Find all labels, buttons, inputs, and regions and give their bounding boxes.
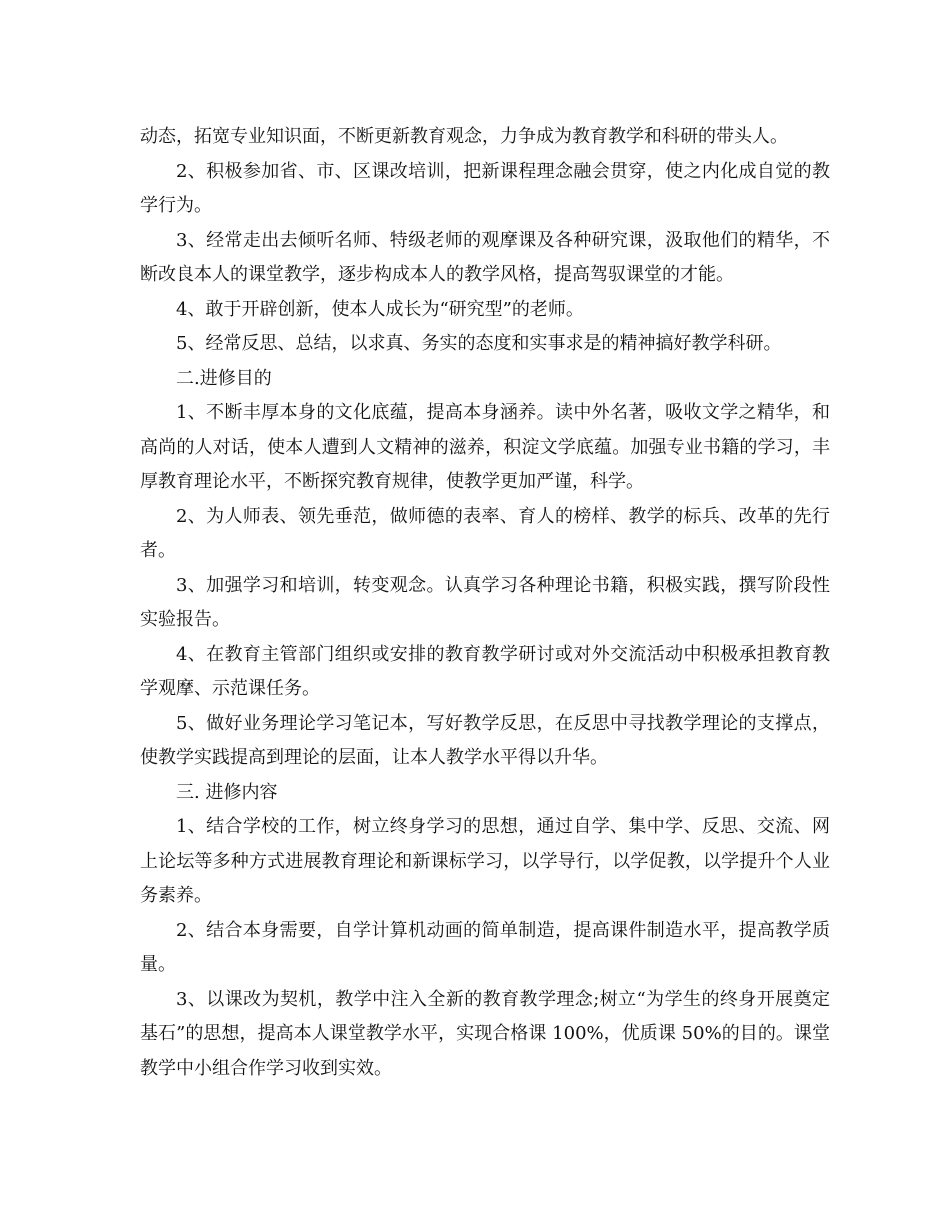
goals-item-5: 5、做好业务理论学习笔记本，写好教学反思，在反思中寻找教学理论的支撑点，使教学实践提高到理论的层面，让本人教学水平得以升华。 [140,712,830,768]
paragraph-item-4: 4、敢于开辟创新，使本人成长为“研究型”的老师。 [176,298,584,320]
goals-item-4: 4、在教育主管部门组织或安排的教育教学研讨或对外交流活动中积极承担教育教学观摩、示范课任务。 [140,643,830,699]
goals-item-3: 3、加强学习和培训，转变观念。认真学习各种理论书籍，积极实践，撰写阶段性实验报告。 [140,574,830,630]
paragraph-item-2: 2、积极参加省、市、区课改培训，把新课程理念融会贯穿，使之内化成自觉的教学行为。 [140,160,830,216]
content-item-1: 1、结合学校的工作，树立终身学习的思想，通过自学、集中学、反思、交流、网上论坛等多种方式进展教育理论和新课标学习，以学导行，以学促教，以学提升个人业务素养。 [140,816,830,906]
content-item-3: 3、以课改为契机，教学中注入全新的教育教学理念;树立“为学生的终身开展奠定基石”的思想，提高本人课堂教学水平，实现合格课 100%，优质课 50%的目的。课堂教学中小组合作学习收到实效。 [140,988,830,1079]
goals-item-1: 1、不断丰厚本身的文化底蕴，提高本身涵养。读中外名著，吸收文学之精华，和高尚的人对话，使本人遭到人文精神的滋养，积淀文学底蕴。加强专业书籍的学习，丰厚教育理论水平，不断探究教育规律，使教学更加严谨，科学。 [140,402,830,492]
paragraph-continuation: 动态，拓宽专业知识面，不断更新教育观念，力争成为教育教学和科研的带头人。 [140,126,788,147]
paragraph-item-3: 3、经常走出去倾听名师、特级老师的观摩课及各种研究课，汲取他们的精华，不断改良本人的课堂教学，逐步构成本人的教学风格，提高驾驭课堂的才能。 [140,229,830,285]
content-item-2: 2、结合本身需要，自学计算机动画的简单制造，提高课件制造水平，提高教学质量。 [140,919,830,975]
section-heading-content: 三. 进修内容 [176,781,278,803]
document-body [140,120,830,1086]
paragraph-item-5: 5、经常反思、总结，以求真、务实的态度和实事求是的精神搞好教学科研。 [176,333,782,354]
goals-item-2: 2、为人师表、领先垂范，做师德的表率、育人的榜样、教学的标兵、改革的先行者。 [140,505,830,561]
section-heading-goals: 二.进修目的 [176,367,272,389]
